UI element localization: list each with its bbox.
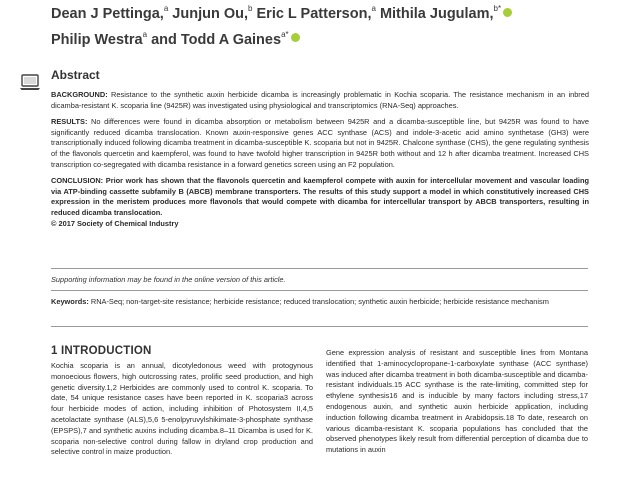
affiliation-marker: b* — [493, 4, 502, 13]
divider — [51, 326, 588, 327]
author-name: Dean J Pettinga, — [51, 5, 164, 22]
orcid-icon[interactable] — [291, 33, 300, 42]
author-line-1 — [51, 0, 631, 25]
intro-paragraph: Kochia scoparia is an annual, dicotyledonous weed with protogynous monoecious flowers, high outcrossing rates, prolific seed production, and high genetic diversity.1,2 Herbicides are commonly used to control K. scoparia. To date, 54 unique resistance cases have been reported in K. scoparia3 across four herbicide modes of action, including inhibition of Photosystem II,4,5 acetolactate synthase (ALS),5,6 5-enolpyruvylshikimate-3-phosphate synthase (EPSPS),7 and synthetic auxins including dicamba.8–11 Dicamba is used for K. scoparia non-selective control during fallow in dryland crop production and selective control in maize production. — [51, 361, 313, 457]
abstract-results — [51, 117, 589, 170]
laptop-icon — [18, 70, 42, 94]
author-name: Eric L Patterson, — [256, 5, 372, 22]
keywords-text: RNA-Seq; non-target-site resistance; herbicide resistance; reduced translocation; synthetic auxin herbicide; herbicide resistance mechanism — [90, 297, 549, 306]
author-name: Philip Westra — [51, 31, 143, 48]
affiliation-marker: a — [371, 4, 376, 13]
abstract-heading: Abstract — [51, 68, 100, 82]
abstract-background — [51, 90, 589, 111]
intro-right-column — [326, 348, 588, 456]
author-name: and Todd A Gaines — [151, 31, 282, 48]
results-label: RESULTS: — [51, 117, 88, 127]
introduction-heading: 1 INTRODUCTION — [51, 345, 152, 357]
keywords — [51, 296, 589, 307]
author-name: Mithila Jugulam, — [379, 5, 494, 22]
conclusion-label: CONCLUSION: — [51, 176, 104, 186]
affiliation-marker: a* — [281, 29, 289, 39]
results-text: No differences were found in dicamba absorption or metabolism between 9425R and a dicamba-susceptible line, but 9425R was found to have significantly reduced dicamba translocation. Known auxin-responsive genes ACC synthase (ACS) and indole-3-acetic acid amino synthetase (GH3) were transcriptionally induced following dicamba treatment in dicamba-susceptible K. scoparia but not in 9425R. Chalcone synthase (CHS), the gene regulating synthesis of the flavonols quercetin and kaempferol, was found to have twofold higher transcription in 9425R both without and 12 h after dicamba treatment. Increased CHS transcription co-segregated with dicamba resistance in a forward genetics screen using an F2 population. — [51, 117, 589, 169]
supporting-info-note: Supporting information may be found in the online version of this article. — [51, 275, 286, 284]
divider — [51, 290, 588, 291]
author-line-2 — [51, 25, 631, 51]
copyright-notice: © 2017 Society of Chemical Industry — [51, 218, 179, 228]
affiliation-marker: b — [248, 4, 253, 13]
affiliation-marker: a — [163, 4, 169, 13]
affiliation-marker: a — [142, 29, 148, 39]
divider — [51, 268, 588, 269]
author-list — [51, 0, 631, 51]
background-label: BACKGROUND: — [51, 90, 108, 99]
intro-left-column — [51, 361, 313, 458]
author-name: Junjun Ou, — [172, 5, 249, 22]
intro-paragraph: Gene expression analysis of resistant and susceptible lines from Montana identified that 1-aminocyclopropane-1-carboxylate synthase (ACC synthase) was induced after dicamba treatment in both dicamba-susceptible and dicamba-resistant individuals.15 ACC synthase is the rate-limiting, committed step for ethylene synthesis16 and is inducible by many factors including stress,17 endogenous auxin, and synthetic auxin herbicide application, including induction following dicamba treatment in Arabidopsis.18 To date, research on various dicamba-resistant K. scoparia populations has concluded that the observed phenotypes likely result from differential perception of dicamba due to mutations in auxin — [326, 348, 588, 455]
orcid-icon[interactable] — [503, 8, 512, 17]
conclusion-text: Prior work has shown that the flavonols quercetin and kaempferol compete with auxin for intercellular movement and vascular loading via ATP-binding cassette subfamily B (ABCB) membrane transporters. The results of this study support a model in which constitutively increased CHS expression in the meristem produces more flavonols that would compete with dicamba for intercellular transport by ABCB transporters, resulting in reduced dicamba translocation. — [51, 176, 589, 217]
background-text: Resistance to the synthetic auxin herbicide dicamba is increasingly problematic in Kochia scoparia. The resistance mechanism in an inbred dicamba-resistant K. scoparia line (9425R) was investigated using physiological and transcriptomics (RNA-Seq) approaches. — [51, 90, 589, 110]
abstract-body — [51, 90, 589, 229]
abstract-conclusion — [51, 176, 589, 229]
keywords-label: Keywords: — [51, 297, 89, 306]
